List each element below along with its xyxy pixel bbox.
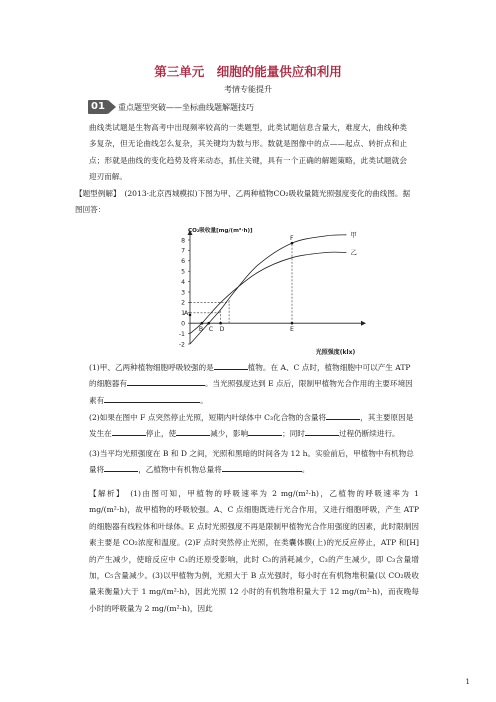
analysis-label: 【解析】 bbox=[89, 489, 122, 498]
q1-text-a: (1)甲、乙两种植物细胞呼吸较强的是 bbox=[89, 363, 214, 372]
q3-text-b: ，乙植物中有机物总量将 bbox=[138, 465, 222, 475]
y-tick-label: 8 bbox=[181, 237, 185, 245]
key-point bbox=[291, 242, 294, 245]
y-tick-label: 7 bbox=[181, 247, 185, 255]
q3-blank-1[interactable] bbox=[104, 462, 138, 472]
key-point bbox=[201, 322, 204, 325]
q3-text-c: 。 bbox=[301, 465, 310, 475]
q2-text-f: 过程仍断续进行。 bbox=[338, 429, 400, 439]
series-label: 乙 bbox=[350, 248, 357, 257]
series-line-yi bbox=[190, 252, 346, 334]
page-number: 1 bbox=[465, 678, 470, 686]
section-heading: 重点题型突破——坐标曲线题解题技巧 bbox=[118, 103, 254, 112]
q3-text-a: (3)当平均光照强度在 B 和 D 之间，光照和黑暗的时间各为 12 h。实验前后，甲植物中有机物总量将 bbox=[89, 449, 414, 475]
question-1 bbox=[89, 360, 419, 409]
point-label: A bbox=[184, 309, 189, 317]
q2-blank-4[interactable] bbox=[248, 426, 282, 436]
q1-text-b: 植物。在 A、C 点时，植物细胞中可以产生 ATP 的细胞器有 bbox=[89, 363, 411, 389]
page-subtitle: 考情专能提升 bbox=[224, 85, 272, 94]
x-axis-label: 光照强度(klx) bbox=[315, 349, 356, 356]
y-tick-label: 4 bbox=[181, 278, 185, 286]
y-tick-label: -1 bbox=[178, 330, 185, 338]
q2-blank-5[interactable] bbox=[305, 426, 339, 436]
q2-text-b: ，其主要原因是发生在 bbox=[89, 413, 414, 439]
y-tick-label: 1 bbox=[181, 310, 185, 318]
series-line-jia bbox=[190, 235, 346, 344]
y-tick-label: 0 bbox=[181, 320, 185, 328]
analysis-paragraph bbox=[89, 486, 419, 617]
q1-text-d: 。 bbox=[200, 395, 208, 405]
q2-text-a: (2)如果在图中 F 点突然停止光照，短期内叶绿体中 C₃化合物的含量将 bbox=[89, 413, 327, 422]
key-point bbox=[219, 322, 222, 325]
y-tick-label: 5 bbox=[181, 268, 185, 276]
q1-blank-2[interactable] bbox=[127, 376, 205, 386]
key-point bbox=[189, 314, 192, 317]
q1-blank-3[interactable] bbox=[104, 393, 200, 403]
q2-text-d: 减少，影响 bbox=[210, 429, 249, 439]
question-2 bbox=[89, 410, 419, 443]
q2-blank-3[interactable] bbox=[176, 426, 210, 436]
q2-blank-1[interactable] bbox=[326, 410, 360, 420]
q1-text-c: 。当光照强度达到 E 点后，限制甲植物光合作用的主要环境因素有 bbox=[89, 379, 413, 405]
point-label: B bbox=[198, 326, 204, 334]
example-text: (2013·北京西城模拟)下图为甲、乙两种植物CO₂吸收量随光照强度变化的曲线图。据图回答： bbox=[75, 189, 411, 215]
series-label: 甲 bbox=[350, 230, 357, 239]
q2-text-e: ；同时 bbox=[282, 429, 305, 439]
co2-chart bbox=[160, 222, 370, 357]
chart-plot bbox=[179, 226, 366, 356]
point-label: C bbox=[208, 326, 214, 334]
y-tick-label: 3 bbox=[181, 289, 185, 297]
key-point bbox=[291, 322, 294, 325]
section-badge: 01 bbox=[88, 100, 108, 114]
y-tick-label: -2 bbox=[178, 341, 185, 349]
question-3 bbox=[89, 446, 419, 479]
q1-blank-1[interactable] bbox=[214, 360, 248, 370]
page-title: 第三单元 细胞的能量供应和利用 bbox=[154, 64, 342, 79]
point-label: F bbox=[290, 235, 294, 243]
y-axis-label: CO₂吸收量[mg/(m²·h)] bbox=[188, 228, 253, 234]
y-tick-label: 2 bbox=[181, 299, 185, 307]
intro-paragraph: 曲线类试题是生物高考中出现频率较高的一类题型，此类试题信息含量大，难度大，曲线种类多复杂，但无论曲线怎么复杂，其关键均为数与形。数就是图像中的点——起点、转折点和止点；形就是曲线的变化趋势及将来动态，抓住关键，具有一个正确的解题策略，此类试题就会迎刃而解。 bbox=[89, 123, 407, 182]
example-label: 【题型例解】 bbox=[75, 189, 117, 198]
y-tick-label: 6 bbox=[181, 258, 185, 266]
key-point bbox=[207, 322, 210, 325]
q2-text-c: 停止，使 bbox=[145, 429, 177, 439]
example-heading bbox=[75, 186, 413, 219]
section-badge-arrow-icon bbox=[108, 100, 116, 114]
point-label: D bbox=[219, 326, 225, 334]
q2-blank-2[interactable] bbox=[112, 426, 146, 436]
q3-blank-2[interactable] bbox=[222, 462, 302, 472]
analysis-text: (1)由图可知，甲植物的呼吸速率为 2 mg/(m²·h)，乙植物的呼吸速率为 1 mg/(m²·h)，故甲植物的呼吸较强。A、C 点细胞既进行光合作用，又进行细胞呼吸，产生 ATP 的细胞器有线粒体和叶绿体。E 点时光照强度不再是限制甲植物光合作用强度的因素，此时限制因素主要是 CO₂浓度和温度。(2)F 点时突然停止光照，在类囊体膜(上)的光反应停止，ATP 和[H]的产生减少，使暗反应中 C₃的还原受影响，此时 C₃的消耗减少，C₃的产生减少，即 C₃含量增加，C₅含量减少。(3)以甲植物为例，光照大于 B 点光强时，每小时在有机物堆积量(以 CO₂吸收量来衡量)大于 1 mg/(m²·h)，因此光照 12 小时的有机物堆积量大于 12 mg/(m²·h)，而夜晚每小时的呼吸量为 2 mg/(m²·h)，因此 bbox=[89, 489, 419, 613]
point-label: E bbox=[290, 326, 294, 334]
x-axis-arrow bbox=[361, 321, 366, 326]
